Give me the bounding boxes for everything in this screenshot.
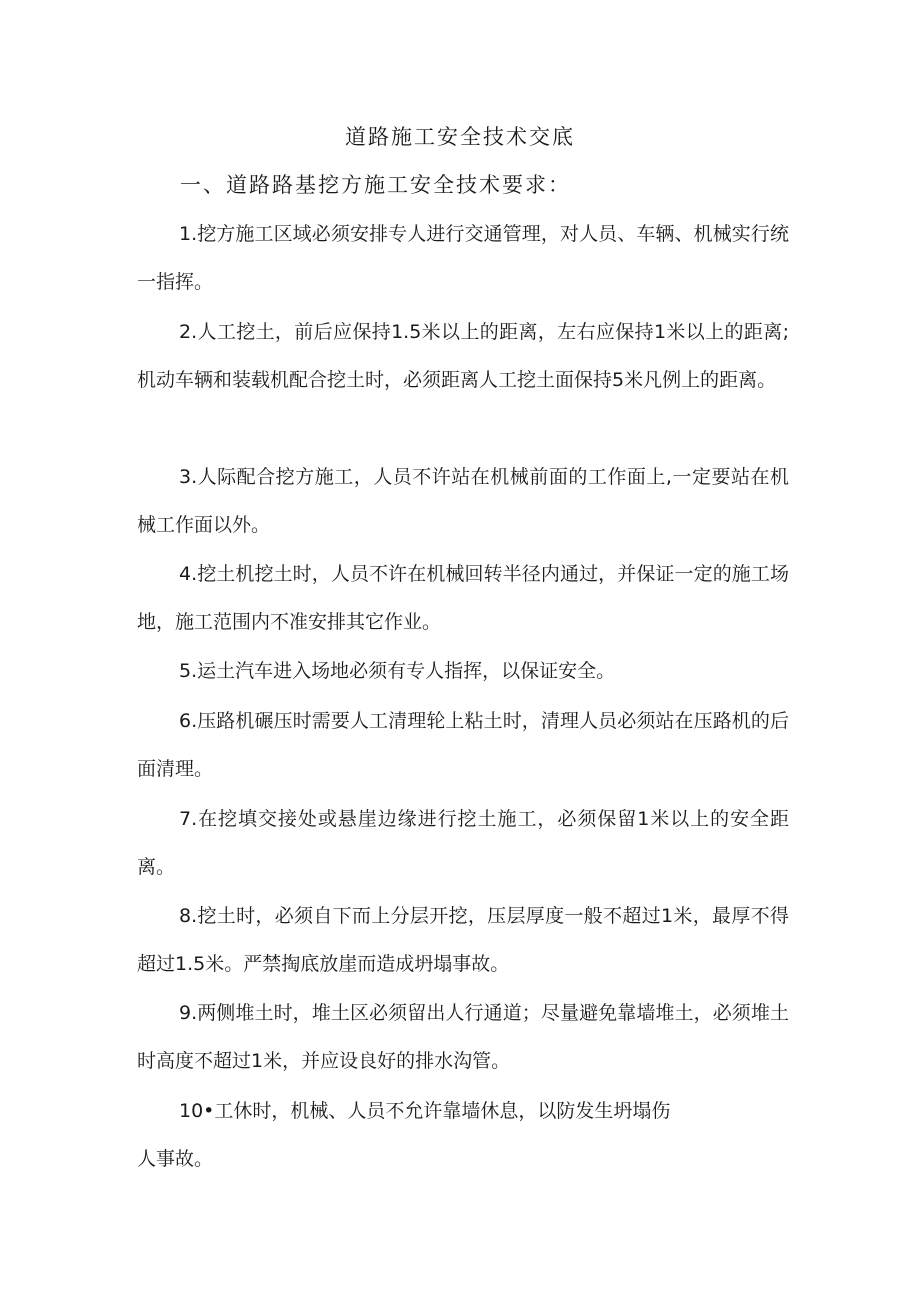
paragraph-6: 6.压路机碾压时需要人工清理轮上粘土时，清理人员必须站在压路机的后面清理。 [137,710,789,780]
paragraph-5: 5.运土汽车进入场地必须有专人指挥，以保证安全。 [179,660,616,682]
document-title: 道路施工安全技术交底 [345,125,575,149]
paragraph-3: 3.人际配合挖方施工，人员不许站在机械前面的工作面上,一定要站在机械工作面以外。 [137,466,789,536]
paragraph-10-tail: 人事故。 [137,1148,214,1170]
paragraph-7: 7.在挖填交接处或悬崖边缘进行挖土施工，必须保留1米以上的安全距离。 [137,808,789,878]
paragraph-9: 9.两侧堆土时，堆土区必须留出人行通道；尽量避免靠墙堆土，必须堆土时高度不超过1米，并应设良好的排水沟管。 [137,1002,789,1072]
paragraph-1: 1.挖方施工区域必须安排专人进行交通管理，对人员、车辆、机械实行统一指挥。 [137,223,789,293]
paragraph-8: 8.挖土时，必须自下而上分层开挖，压层厚度一般不超过1米，最厚不得超过1.5米。严禁掏底放崖而造成坍塌事故。 [137,905,789,975]
paragraph-2: 2.人工挖土，前后应保持1.5米以上的距离，左右应保持1米以上的距离;机动车辆和装载机配合挖土时，必须距离人工挖土面保持5米凡例上的距离。 [137,321,789,391]
paragraph-10: 10•工休时，机械、人员不允许靠墙休息，以防发生坍塌伤 [179,1100,671,1122]
paragraph-4: 4.挖土机挖土时，人员不许在机械回转半径内通过，并保证一定的施工场地，施工范围内不准安排其它作业。 [137,563,789,633]
section-heading: 一、道路路基挖方施工安全技术要求： [180,173,571,197]
